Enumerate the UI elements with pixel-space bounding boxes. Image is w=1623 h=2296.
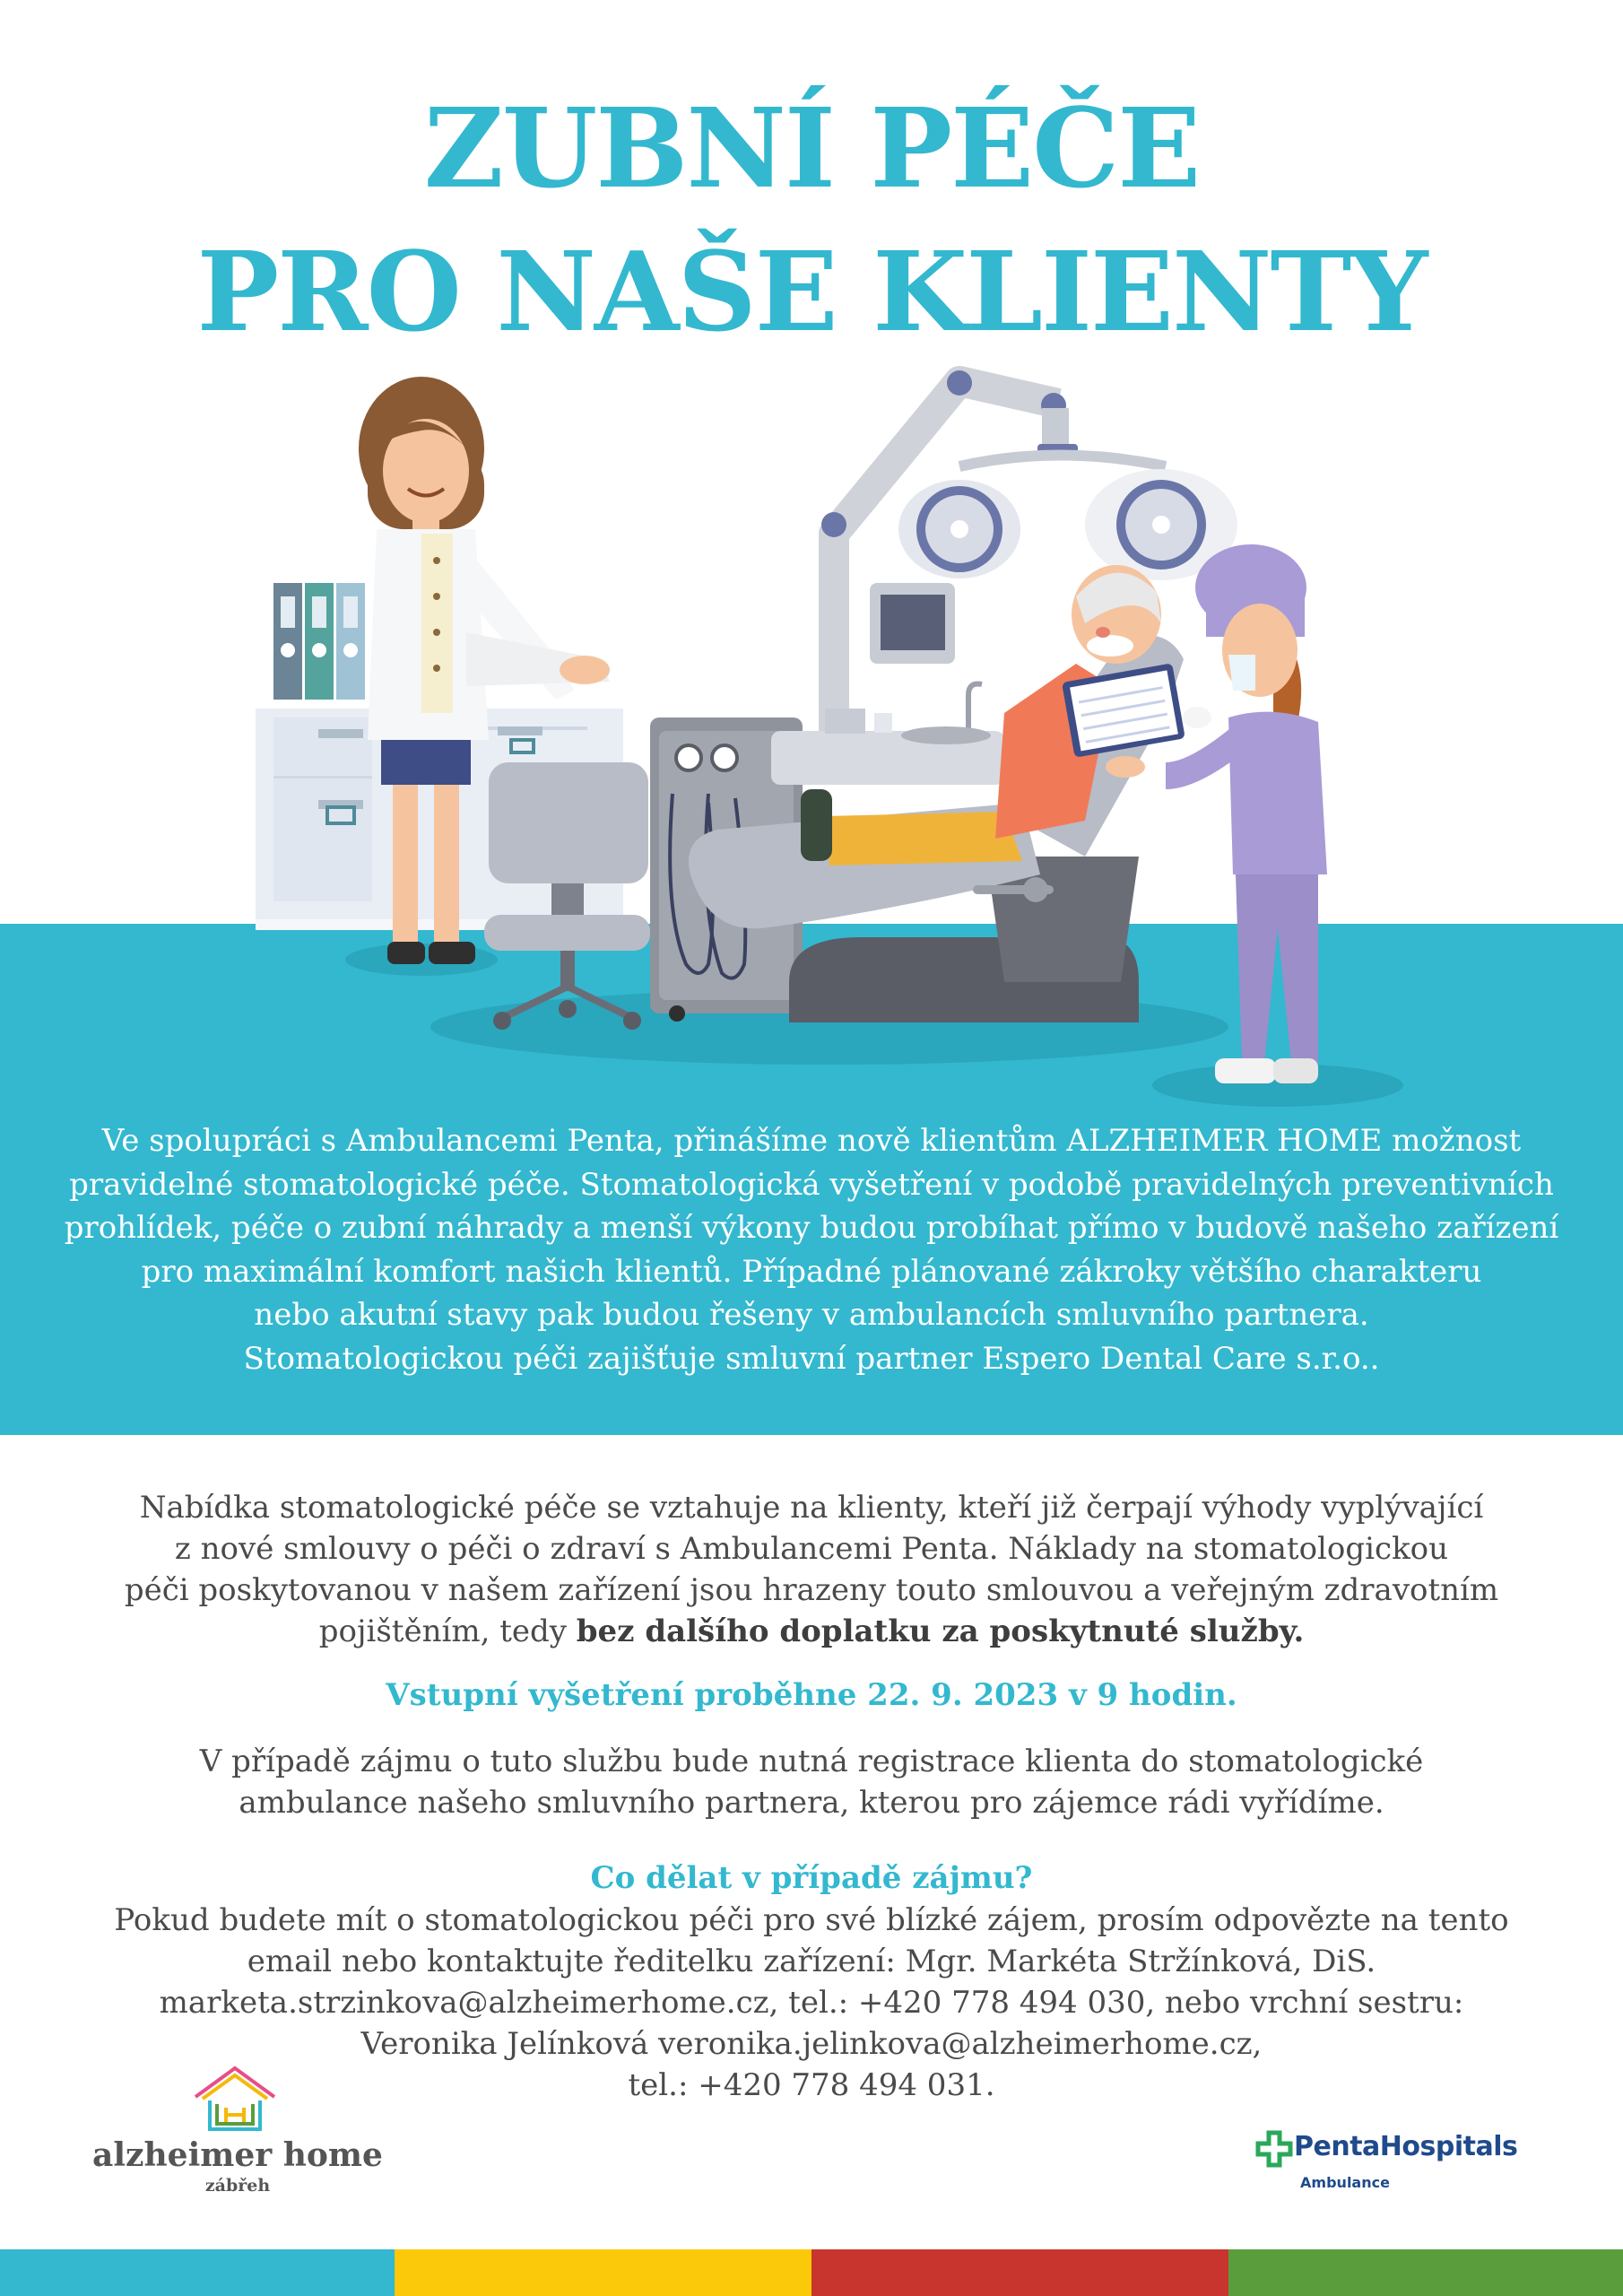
intro-line: prohlídek, péče o zubní náhrady a menší výkony budou probíhat přímo v budově našeho zařízení bbox=[64, 1210, 1559, 1246]
contact-line: marketa.strzinkova@alzheimerhome.cz, tel.: +420 778 494 030, nebo vrchní sestru: bbox=[159, 1985, 1464, 2021]
stripe-teal bbox=[0, 2249, 395, 2296]
intro-line: Ve spolupráci s Ambulancemi Penta, přinášíme nově klientům ALZHEIMER HOME možnost bbox=[101, 1123, 1522, 1159]
offer-line-text: pojištěním, tedy bbox=[318, 1613, 577, 1649]
penta-cross-icon bbox=[1254, 2129, 1294, 2169]
exam-date-highlight: Vstupní vyšetření proběhne 22. 9. 2023 v 9 hodin. bbox=[386, 1677, 1237, 1713]
registration-line: V případě zájmu o tuto službu bude nutná registrace klienta do stomatologické bbox=[199, 1744, 1424, 1779]
alzheimer-home-location: zábřeh bbox=[204, 2176, 271, 2196]
alzheimer-home-logo bbox=[90, 2063, 386, 2197]
intro-line: nebo akutní stavy pak budou řešeny v ambulancích smluvního partnera. bbox=[254, 1297, 1369, 1333]
contact-line: email nebo kontaktujte ředitelku zařízení: Mgr. Markéta Stržínková, DiS. bbox=[247, 1944, 1376, 1979]
penta-hospitals-logo bbox=[1251, 2127, 1547, 2199]
footer-color-stripes bbox=[0, 2249, 1623, 2296]
intro-line: pravidelné stomatologické péče. Stomatologická vyšetření v podobě pravidelných preventivních bbox=[69, 1166, 1554, 1203]
offer-paragraph bbox=[36, 1487, 1587, 1652]
intro-paragraph bbox=[36, 1119, 1587, 1380]
contact-line: Veronika Jelínková veronika.jelinkova@alzheimerhome.cz, bbox=[360, 2026, 1263, 2062]
contact-line: Pokud budete mít o stomatologickou péči pro své blízké zájem, prosím odpovězte na tento bbox=[114, 1902, 1509, 1938]
title-line-2: PRO NAŠE KLIENTY bbox=[196, 227, 1427, 356]
contact-line: tel.: +420 778 494 031. bbox=[628, 2067, 995, 2103]
stripe-red bbox=[812, 2249, 1228, 2296]
offer-line: z nové smlouvy o péči o zdraví s Ambulancemi Penta. Náklady na stomatologickou bbox=[174, 1531, 1449, 1567]
intro-line: Stomatologickou péči zajišťuje smluvní partner Espero Dental Care s.r.o.. bbox=[243, 1340, 1380, 1377]
offer-line bbox=[36, 1611, 1587, 1652]
poster-title bbox=[0, 76, 1623, 363]
stripe-green bbox=[1228, 2249, 1623, 2296]
offer-emphasis: bez dalšího doplatku za poskytnuté služby. bbox=[576, 1613, 1305, 1649]
alzheimer-home-name: alzheimer home bbox=[92, 2136, 383, 2174]
offer-line: péči poskytovanou v našem zařízení jsou hrazeny touto smlouvou a veřejným zdravotním bbox=[124, 1572, 1499, 1608]
offer-line: Nabídka stomatologické péče se vztahuje na klienty, kteří již čerpají výhody vyplývající bbox=[139, 1490, 1484, 1526]
penta-ambulance-label: Ambulance bbox=[1300, 2174, 1390, 2191]
penta-hospitals-name: PentaHospitals bbox=[1294, 2131, 1518, 2162]
registration-paragraph bbox=[36, 1741, 1587, 1823]
stripe-yellow bbox=[395, 2249, 812, 2296]
house-logo-icon bbox=[190, 2063, 280, 2135]
intro-line: pro maximální komfort našich klientů. Případné plánované zákroky většího charakteru bbox=[141, 1253, 1482, 1290]
contact-heading: Co dělat v případě zájmu? bbox=[590, 1860, 1033, 1896]
title-line-1: ZUBNÍ PÉČE bbox=[423, 83, 1200, 213]
registration-line: ambulance našeho smluvního partnera, kterou pro zájemce rádi vyřídíme. bbox=[239, 1785, 1384, 1821]
